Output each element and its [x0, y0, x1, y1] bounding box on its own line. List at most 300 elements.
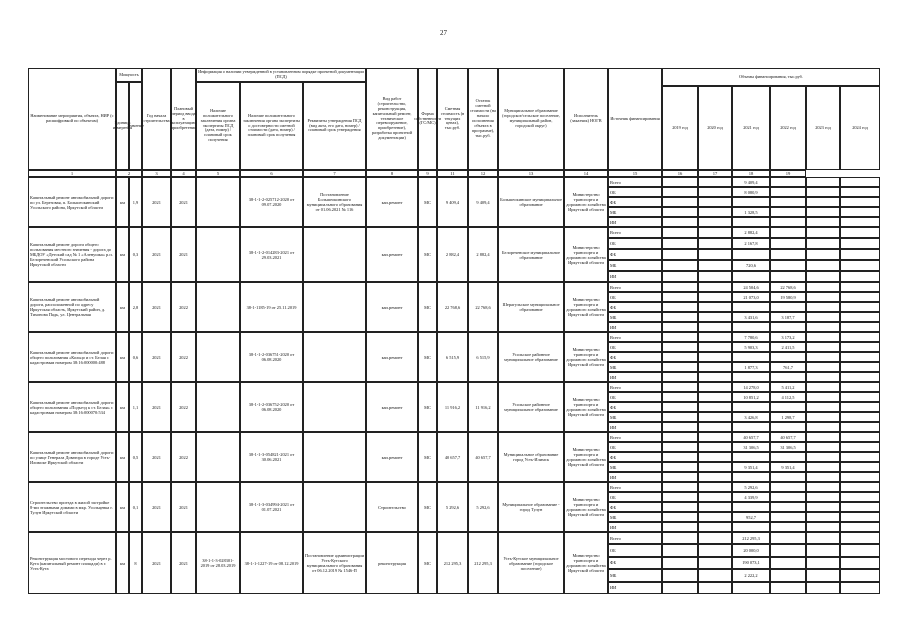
cell-2021	[732, 452, 770, 462]
row-name: Капитальный ремонт автомобильной дороги общего пользования «Кольцо и ст. Белая с кадастровым номером 38:16:000000:488	[28, 332, 116, 382]
row-mo: Усольское районное муниципальное образование	[498, 382, 564, 432]
cell-2023	[806, 412, 840, 422]
cell-2023	[806, 207, 840, 217]
row-form: МС	[418, 482, 437, 532]
source-label: ОБ	[608, 187, 662, 197]
cell-2021: 20 000,0	[732, 544, 770, 556]
cell-2019	[662, 177, 698, 187]
row-expertise	[196, 227, 240, 282]
cell-2023	[806, 271, 840, 282]
cell-2021: 952,7	[732, 512, 770, 522]
row-unit: км	[116, 227, 129, 282]
cell-2024	[840, 342, 880, 352]
row-unit: км	[116, 382, 129, 432]
header-municipality: Муниципальное образование (городское/сельское поселение, муниципальный район, городской округ)	[498, 68, 564, 170]
cell-2022: 40 657,7	[770, 432, 806, 442]
source-label: ФБ	[608, 452, 662, 462]
cell-2022	[770, 544, 806, 556]
cell-2023	[806, 282, 840, 292]
cell-2020	[698, 352, 732, 362]
row-unit: км	[116, 282, 129, 332]
column-number: 3	[142, 170, 171, 177]
cell-2024	[840, 292, 880, 302]
header-cost-expertise: Наличие положительного заключения органа экспертизы о достоверности сметной стоимости (дата, номер) / плановый срок получения	[240, 82, 303, 170]
row-approval	[303, 227, 366, 282]
cell-2020	[698, 502, 732, 512]
row-work: Строительство	[366, 482, 418, 532]
cell-2023	[806, 557, 840, 569]
cell-2019	[662, 422, 698, 432]
row-cost: 5 292,6	[437, 482, 468, 532]
row-commission: 2022	[171, 282, 196, 332]
row-exec: Министерство транспорта и дорожного хозяйства Иркутской области	[564, 482, 608, 532]
row-unit: км	[116, 482, 129, 532]
row-expertise	[196, 382, 240, 432]
cell-2019	[662, 217, 698, 227]
header-capacity: Мощность	[116, 68, 142, 82]
row-approval	[303, 382, 366, 432]
cell-2020	[698, 342, 732, 352]
cell-2024	[840, 492, 880, 502]
cell-2023	[806, 238, 840, 249]
column-number: 9	[418, 170, 437, 177]
cell-2023	[806, 187, 840, 197]
cell-2022	[770, 482, 806, 492]
source-label: МБ	[608, 569, 662, 581]
cell-2019	[662, 352, 698, 362]
row-start: 2021	[142, 382, 171, 432]
row-form: МС	[418, 432, 437, 482]
source-label: ОБ	[608, 492, 662, 502]
cell-2022	[770, 492, 806, 502]
source-label: ФБ	[608, 249, 662, 260]
cell-2022	[770, 422, 806, 432]
cell-2020	[698, 271, 732, 282]
row-mo: Большеокинское муниципальное образование	[498, 177, 564, 227]
cell-2021	[732, 502, 770, 512]
column-number: 8	[366, 170, 418, 177]
row-cost_exp: 38-1-1-2-025712-2020 от 09.07.2020	[240, 177, 303, 227]
cell-2023	[806, 582, 840, 594]
cell-2024	[840, 402, 880, 412]
row-mo: Муниципальное образование - город Тулун	[498, 482, 564, 532]
source-label: ФБ	[608, 197, 662, 207]
source-label: Всего	[608, 282, 662, 292]
cell-2019	[662, 227, 698, 238]
cell-2024	[840, 249, 880, 260]
row-remain: 2 882,4	[468, 227, 498, 282]
cell-2023	[806, 392, 840, 402]
cell-2024	[840, 362, 880, 372]
header-year: 2024 год	[840, 86, 880, 170]
source-label: ОБ	[608, 544, 662, 556]
row-commission: 2021	[171, 482, 196, 532]
source-label: МБ	[608, 362, 662, 372]
source-label: Всего	[608, 177, 662, 187]
row-cost: 212 295,3	[437, 532, 468, 594]
source-label: ОБ	[608, 238, 662, 249]
header-remaining-cost: Остаток сметной стоимости (на начало исполнения объекта в программе), тыс.руб.	[468, 68, 498, 170]
cell-2023	[806, 227, 840, 238]
cell-2020	[698, 442, 732, 452]
cell-2022: 2 411,5	[770, 342, 806, 352]
source-label: ОБ	[608, 442, 662, 452]
cell-2019	[662, 557, 698, 569]
cell-2020	[698, 492, 732, 502]
header-info-group: Информация о наличии утвержденной в установленном порядке проектной документации (ПСД)	[196, 68, 366, 82]
source-label: ИИ	[608, 472, 662, 482]
row-expertise	[196, 282, 240, 332]
source-label: ОБ	[608, 392, 662, 402]
row-unit: км	[116, 177, 129, 227]
cell-2019	[662, 402, 698, 412]
cell-2022	[770, 452, 806, 462]
cell-2020	[698, 187, 732, 197]
row-remain: 212 295,3	[468, 532, 498, 594]
source-label: ИИ	[608, 217, 662, 227]
row-commission: 2022	[171, 432, 196, 482]
cell-2021	[732, 472, 770, 482]
row-start: 2021	[142, 532, 171, 594]
source-label: ИИ	[608, 422, 662, 432]
cell-2021	[732, 582, 770, 594]
cell-2020	[698, 292, 732, 302]
row-expertise	[196, 432, 240, 482]
row-approval	[303, 332, 366, 382]
row-approval	[303, 482, 366, 532]
column-number: 18	[732, 170, 770, 177]
cell-2019	[662, 282, 698, 292]
row-remain: 5 292,6	[468, 482, 498, 532]
cell-2020	[698, 260, 732, 271]
header-work-type: Вид работ (строительство, реконструкция, капитальный ремонт, техническое перевооружение, приобретение), разработка проектной документации)	[366, 68, 418, 170]
cell-2022: 1 298,7	[770, 412, 806, 422]
row-expertise	[196, 482, 240, 532]
row-name: Реконструкция мостового перехода через р. Кута (капитальный ремонт площади) в г. Усть-Кута	[28, 532, 116, 594]
header-source: Источник финансирования	[608, 68, 662, 170]
cell-2021	[732, 322, 770, 332]
cell-2023	[806, 432, 840, 442]
row-start: 2021	[142, 177, 171, 227]
row-approval	[303, 282, 366, 332]
cell-2024	[840, 238, 880, 249]
cell-2021	[732, 352, 770, 362]
column-number: 15	[608, 170, 662, 177]
column-number: 13	[498, 170, 564, 177]
cell-2021: 4 339,9	[732, 492, 770, 502]
cell-2024	[840, 187, 880, 197]
source-label: МБ	[608, 207, 662, 217]
row-mo: Усольское районное муниципальное образование	[498, 332, 564, 382]
row-cost: 11 916,2	[437, 382, 468, 432]
row-form: МС	[418, 177, 437, 227]
cell-2024	[840, 271, 880, 282]
cell-2021	[732, 522, 770, 532]
cell-2021: 3 426,8	[732, 412, 770, 422]
row-form: МС	[418, 382, 437, 432]
cell-2024	[840, 392, 880, 402]
program-table	[28, 68, 880, 591]
source-label: ИИ	[608, 582, 662, 594]
column-number: 5	[196, 170, 240, 177]
source-label: ФБ	[608, 352, 662, 362]
cell-2019	[662, 492, 698, 502]
column-number: 4	[171, 170, 196, 177]
cell-2024	[840, 197, 880, 207]
cell-2024	[840, 227, 880, 238]
row-value: 8	[129, 532, 142, 594]
source-label: МБ	[608, 512, 662, 522]
cell-2022	[770, 402, 806, 412]
row-work: кап.ремонт	[366, 432, 418, 482]
cell-2024	[840, 582, 880, 594]
row-cost_exp: 38-1-1-2-036751-2020 от 06.08.2020	[240, 332, 303, 382]
cell-2020	[698, 462, 732, 472]
cell-2020	[698, 412, 732, 422]
cell-2023	[806, 260, 840, 271]
cell-2020	[698, 177, 732, 187]
column-number: 7	[303, 170, 366, 177]
cell-2022	[770, 569, 806, 581]
row-exec: Министерство транспорта и дорожного хозяйства Иркутской области	[564, 177, 608, 227]
cell-2019	[662, 187, 698, 197]
cell-2021: 1 328,5	[732, 207, 770, 217]
row-cost: 6 515,9	[437, 332, 468, 382]
source-label: МБ	[608, 260, 662, 271]
cell-2021: 31 306,5	[732, 442, 770, 452]
cell-2023	[806, 482, 840, 492]
column-number: 19	[770, 170, 806, 177]
cell-2024	[840, 532, 880, 544]
cell-2021	[732, 402, 770, 412]
cell-2024	[840, 207, 880, 217]
cell-2019	[662, 332, 698, 342]
cell-2021: 21 073,0	[732, 292, 770, 302]
row-remain: 11 916,2	[468, 382, 498, 432]
cell-2020	[698, 332, 732, 342]
cell-2020	[698, 322, 732, 332]
cell-2023	[806, 312, 840, 322]
row-cost: 9 409,4	[437, 177, 468, 227]
cell-2022	[770, 302, 806, 312]
row-cost: 2 882,4	[437, 227, 468, 282]
header-est-cost: Сметная стоимость (в текущих ценах), тыс.руб.	[437, 68, 468, 170]
cell-2024	[840, 322, 880, 332]
cell-2020	[698, 382, 732, 392]
column-number: 2	[116, 170, 142, 177]
column-number: 14	[564, 170, 608, 177]
cell-2022	[770, 532, 806, 544]
row-value: 0,3	[129, 227, 142, 282]
cell-2023	[806, 332, 840, 342]
cell-2019	[662, 472, 698, 482]
cell-2024	[840, 512, 880, 522]
cell-2022: 3 173,2	[770, 332, 806, 342]
header-commission-year: Плановый период ввода в эксплуатацию/ приобретения	[171, 68, 196, 170]
row-commission: 2021	[171, 227, 196, 282]
cell-2020	[698, 452, 732, 462]
cell-2022	[770, 322, 806, 332]
cell-2023	[806, 492, 840, 502]
cell-2019	[662, 482, 698, 492]
row-exec: Министерство транспорта и дорожного хозяйства Иркутской области	[564, 282, 608, 332]
cell-2020	[698, 249, 732, 260]
cell-2019	[662, 432, 698, 442]
row-remain: 40 657,7	[468, 432, 498, 482]
source-label: ОБ	[608, 292, 662, 302]
cell-2022: 22 768,6	[770, 282, 806, 292]
cell-2020	[698, 512, 732, 522]
header-year: 2021 год	[732, 86, 770, 170]
cell-2020	[698, 532, 732, 544]
cell-2022	[770, 177, 806, 187]
column-number: 16	[662, 170, 698, 177]
cell-2022	[770, 227, 806, 238]
cell-2023	[806, 532, 840, 544]
cell-2023	[806, 249, 840, 260]
cell-2020	[698, 312, 732, 322]
row-work: кап.ремонт	[366, 332, 418, 382]
cell-2020	[698, 238, 732, 249]
row-exec: Министерство транспорта и дорожного хозяйства Иркутской области	[564, 332, 608, 382]
cell-2022	[770, 197, 806, 207]
row-name: Капитальный ремонт автомобильной дороги по ул. Березовая, п. Большеокинский Усольского района, Иркутской области	[28, 177, 116, 227]
row-exec: Министерство транспорта и дорожного хозяйства Иркутской области	[564, 382, 608, 432]
cell-2019	[662, 342, 698, 352]
cell-2024	[840, 432, 880, 442]
cell-2019	[662, 569, 698, 581]
cell-2023	[806, 452, 840, 462]
cell-2020	[698, 402, 732, 412]
cell-2024	[840, 557, 880, 569]
row-form: МС	[418, 332, 437, 382]
cell-2022: 5 411,2	[770, 382, 806, 392]
source-label: Всего	[608, 227, 662, 238]
row-mo: Белореченское муниципальное образование	[498, 227, 564, 282]
row-commission: 2021	[171, 532, 196, 594]
cell-2024	[840, 352, 880, 362]
column-number: 11	[437, 170, 468, 177]
row-start: 2021	[142, 482, 171, 532]
row-approval: Постановление Большеокинского муниципального образования от 01.06.2021 № 116	[303, 177, 366, 227]
cell-2019	[662, 362, 698, 372]
cell-2022: 31 306,5	[770, 442, 806, 452]
row-cost_exp: 38-1-1-2-036752-2020 от 06.08.2020	[240, 382, 303, 432]
row-start: 2021	[142, 282, 171, 332]
source-label: Всего	[608, 482, 662, 492]
cell-2023	[806, 217, 840, 227]
row-work: кап.ремонт	[366, 282, 418, 332]
cell-2024	[840, 452, 880, 462]
cell-2024	[840, 177, 880, 187]
source-label: Всего	[608, 332, 662, 342]
cell-2021: 7 780,6	[732, 332, 770, 342]
cell-2019	[662, 532, 698, 544]
cell-2021: 14 278,0	[732, 382, 770, 392]
cell-2021	[732, 249, 770, 260]
cell-2022	[770, 187, 806, 197]
cell-2023	[806, 569, 840, 581]
cell-2022	[770, 512, 806, 522]
cell-2021: 2 222,2	[732, 569, 770, 581]
source-label: Всего	[608, 382, 662, 392]
cell-2021: 24 504,6	[732, 282, 770, 292]
row-remain: 9 409,4	[468, 177, 498, 227]
cell-2019	[662, 197, 698, 207]
header-year: 2019 год	[662, 86, 698, 170]
cell-2021: 3 431,6	[732, 312, 770, 322]
cell-2022	[770, 260, 806, 271]
cell-2022: 761,7	[770, 362, 806, 372]
header-value: Значение	[129, 82, 142, 170]
cell-2021: 212 295,3	[732, 532, 770, 544]
cell-2022	[770, 271, 806, 282]
cell-2023	[806, 342, 840, 352]
source-label: ИИ	[608, 522, 662, 532]
row-mo: Муниципальное образование город Усть-Илимск	[498, 432, 564, 482]
cell-2020	[698, 569, 732, 581]
row-commission: 2022	[171, 332, 196, 382]
row-commission: 2021	[171, 177, 196, 227]
row-unit: км	[116, 332, 129, 382]
cell-2022	[770, 472, 806, 482]
cell-2024	[840, 502, 880, 512]
cell-2022	[770, 352, 806, 362]
row-form: МС	[418, 532, 437, 594]
row-mo: Усть-Кутское муниципальное образование (городское поселение)	[498, 532, 564, 594]
cell-2019	[662, 442, 698, 452]
cell-2023	[806, 442, 840, 452]
cell-2019	[662, 512, 698, 522]
cell-2019	[662, 372, 698, 382]
cell-2020	[698, 472, 732, 482]
cell-2022	[770, 502, 806, 512]
cell-2021: 5 903,3	[732, 342, 770, 352]
row-cost_exp: 38-1-1-2-014283-2021 от 29.03.2021	[240, 227, 303, 282]
cell-2019	[662, 412, 698, 422]
cell-2023	[806, 362, 840, 372]
cell-2021: 190 073,1	[732, 557, 770, 569]
cell-2020	[698, 544, 732, 556]
cell-2020	[698, 227, 732, 238]
row-expertise	[196, 177, 240, 227]
cell-2021: 5 292,6	[732, 482, 770, 492]
cell-2024	[840, 372, 880, 382]
cell-2021	[732, 217, 770, 227]
cell-2024	[840, 472, 880, 482]
cell-2022	[770, 217, 806, 227]
row-remain: 22 768,6	[468, 282, 498, 332]
header-expertise: Наличие положительного заключения органа экспертизы ПСД (дата, номер) / плановый срок получения	[196, 82, 240, 170]
row-mo: Шерагульское муниципальное образование	[498, 282, 564, 332]
source-label: ИИ	[608, 372, 662, 382]
source-label: МБ	[608, 412, 662, 422]
header-year: 2023 год	[806, 86, 840, 170]
row-name: Капитальный ремонт автомобильной дороги, расположенной по адресу Иркутская область, Иркутский район, д. Тихонова Падь, ул. Центральная	[28, 282, 116, 332]
source-label: ФБ	[608, 302, 662, 312]
row-value: 1,9	[129, 177, 142, 227]
header-ownership: Форма собственности (ГС/МС)	[418, 68, 437, 170]
cell-2020	[698, 522, 732, 532]
cell-2019	[662, 312, 698, 322]
cell-2022: 4 112,5	[770, 392, 806, 402]
header-funding-group: Объемы финансирования, тыс.руб.	[662, 68, 880, 86]
cell-2024	[840, 312, 880, 322]
cell-2022: 9 351,4	[770, 462, 806, 472]
cell-2021: 9 351,4	[732, 462, 770, 472]
row-form: МС	[418, 282, 437, 332]
cell-2020	[698, 302, 732, 312]
